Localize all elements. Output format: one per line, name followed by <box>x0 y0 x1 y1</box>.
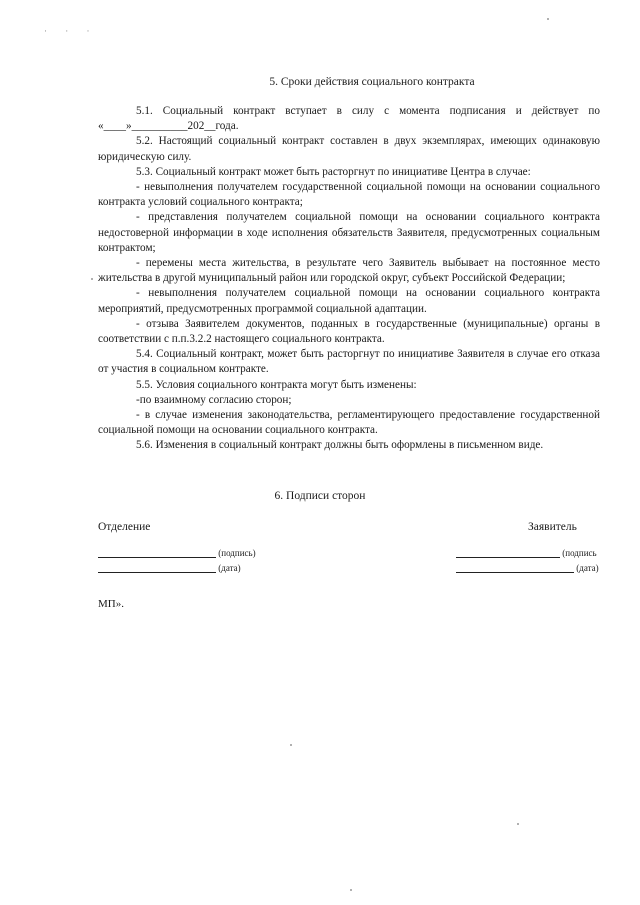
right-signature-blank <box>456 547 560 558</box>
scan-specks: · · · <box>44 26 98 36</box>
right-date-blank <box>456 562 574 573</box>
left-party-label: Отделение <box>98 521 151 533</box>
paragraph-5-3-c: - перемены места жительства, в результате чего Заявитель выбывает на постоянное место жительства в другой муниципальный район или городской округ, субъект Российской Федерации; <box>98 257 600 285</box>
scan-speck <box>91 278 93 280</box>
section-5-body <box>98 104 600 454</box>
paragraph-5-1: 5.1. Социальный контракт вступает в силу с момента подписания и действует по «____»__________202__года. <box>98 105 600 133</box>
paragraph-5-3-d: - невыполнения получателем социальной помощи на основании социального контракта мероприятий, предусмотренных программой социальной адаптации. <box>98 287 600 315</box>
right-signature-caption: (подпись <box>562 548 597 558</box>
right-signature-line <box>456 547 597 558</box>
paragraph-5-3-e: - отзыва Заявителем документов, поданных в государственные (муниципальные) органы в соответствии с п.п.3.2.2 настоящего социального контракта. <box>98 317 600 346</box>
left-date-caption: (дата) <box>218 563 241 573</box>
scan-speck <box>547 18 549 20</box>
left-signature-line <box>98 547 256 558</box>
paragraph-5-6: 5.6. Изменения в социальный контракт должны быть оформлены в письменном виде. <box>136 439 544 452</box>
scan-speck <box>350 889 352 891</box>
paragraph-5-3-b: - представления получателем социальной помощи на основании социального контракта недостоверной информации в ходе исполнения обязательств Заявителя, предусмотренных социальным контрактом; <box>98 211 600 254</box>
right-party-label: Заявитель <box>528 521 577 533</box>
left-date-blank <box>98 562 216 573</box>
left-signature-blank <box>98 547 216 558</box>
right-date-line <box>456 562 599 573</box>
paragraph-5-5-a: -по взаимному согласию сторон; <box>136 393 292 406</box>
paragraph-5-3-a: - невыполнения получателем государственной социальной помощи на основании социального контракта условий социального контракта; <box>98 181 600 209</box>
stamp-placeholder: МП». <box>98 598 124 610</box>
paragraph-5-4: 5.4. Социальный контракт, может быть расторгнут по инициативе Заявителя в случае его отказа от участия в социальном контракте. <box>98 348 600 376</box>
scan-speck <box>517 823 519 825</box>
left-signature-caption: (подпись) <box>218 548 256 558</box>
paragraph-5-3: 5.3. Социальный контракт может быть расторгнут по инициативе Центра в случае: <box>136 165 531 178</box>
paragraph-5-5-b: - в случае изменения законодательства, регламентирующего предоставление государственной социальной помощи на основании социального контракта. <box>98 409 600 437</box>
paragraph-5-5: 5.5. Условия социального контракта могут быть изменены: <box>136 378 417 391</box>
left-date-line <box>98 562 241 573</box>
paragraph-5-2: 5.2. Настоящий социальный контракт составлен в двух экземплярах, имеющих одинаковую юридическую силу. <box>98 135 600 163</box>
section-6-title: 6. Подписи сторон <box>274 490 366 502</box>
scan-speck <box>290 744 292 746</box>
right-date-caption: (дата) <box>576 563 599 573</box>
section-5-title: 5. Сроки действия социального контракта <box>269 76 475 88</box>
